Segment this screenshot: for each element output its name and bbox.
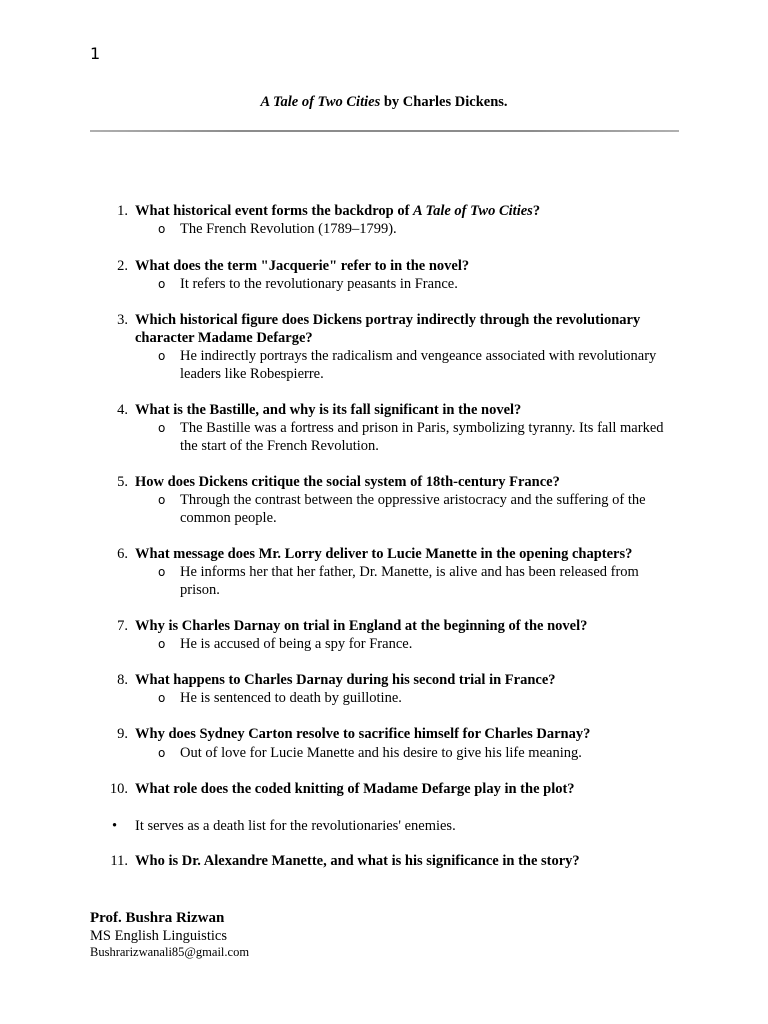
question-number: 7. [117,618,128,634]
question-text: Why does Sydney Carton resolve to sacrifice himself for Charles Darnay? [135,726,591,742]
sub-bullet: o [158,746,166,760]
question-number: 5. [117,474,128,490]
question-number: 2. [117,258,128,274]
question-text: What historical event forms the backdrop of A Tale of Two Cities? [135,203,541,219]
question-number: 10. [109,781,128,797]
question-number: 6. [117,546,128,562]
sub-bullet: o [158,637,166,651]
sub-bullet: o [158,493,166,507]
question-text: Who is Dr. Alexandre Manette, and what is his significance in the story? [135,853,580,869]
bullet-dot: • [112,818,118,834]
question-number: 1. [117,203,128,219]
sub-bullet: o [158,349,166,363]
question-number: 11. [110,853,128,869]
author-name: Prof. Bushra Rizwan [90,910,225,926]
author-role: MS English Linguistics [90,928,227,944]
book-title: A Tale of Two Cities [260,94,381,110]
author-email: Bushrarizwanali85@gmail.com [90,945,250,959]
answer-text: He informs her that her father, Dr. Manette, is alive and has been released from prison. [180,564,639,598]
question-text: Why is Charles Darnay on trial in England at the beginning of the novel? [135,618,588,634]
page-number: 1 [90,44,101,63]
answer-text: He is sentenced to death by guillotine. [180,690,402,706]
answer-text: He is accused of being a spy for France. [180,636,413,652]
answer-text: The Bastille was a fortress and prison in Paris, symbolizing tyranny. Its fall marked the start of the French Revolution. [180,420,664,454]
question-number: 8. [117,672,128,688]
answer-text: Through the contrast between the oppressive aristocracy and the suffering of the common people. [180,492,646,526]
question-text: What happens to Charles Darnay during his second trial in France? [135,672,556,688]
question-number: 9. [117,726,128,742]
answer-text: Out of love for Lucie Manette and his desire to give his life meaning. [180,745,582,761]
sub-bullet: o [158,565,166,579]
question-number: 4. [117,402,128,418]
question-text: How does Dickens critique the social system of 18th-century France? [135,474,560,490]
answer-text: It refers to the revolutionary peasants in France. [180,276,458,292]
question-text: Which historical figure does Dickens portray indirectly through the revolutionary character Madame Defarge? [135,312,641,346]
title-author: by Charles Dickens. [380,94,508,110]
answer-text: The French Revolution (1789–1799). [180,221,397,237]
question-number: 3. [117,312,128,328]
page-title [0,94,768,111]
answer-text: It serves as a death list for the revolutionaries' enemies. [135,818,456,834]
sub-bullet: o [158,421,166,435]
answer-text: He indirectly portrays the radicalism and vengeance associated with revolutionary leaders like Robespierre. [180,348,657,382]
question-text: What does the term "Jacquerie" refer to in the novel? [135,258,470,274]
sub-bullet: o [158,222,166,236]
question-text: What is the Bastille, and why is its fall significant in the novel? [135,402,522,418]
question-text: What role does the coded knitting of Madame Defarge play in the plot? [135,781,575,797]
header-rule [90,130,679,132]
sub-bullet: o [158,277,166,291]
question-text: What message does Mr. Lorry deliver to Lucie Manette in the opening chapters? [135,546,633,562]
sub-bullet: o [158,691,166,705]
